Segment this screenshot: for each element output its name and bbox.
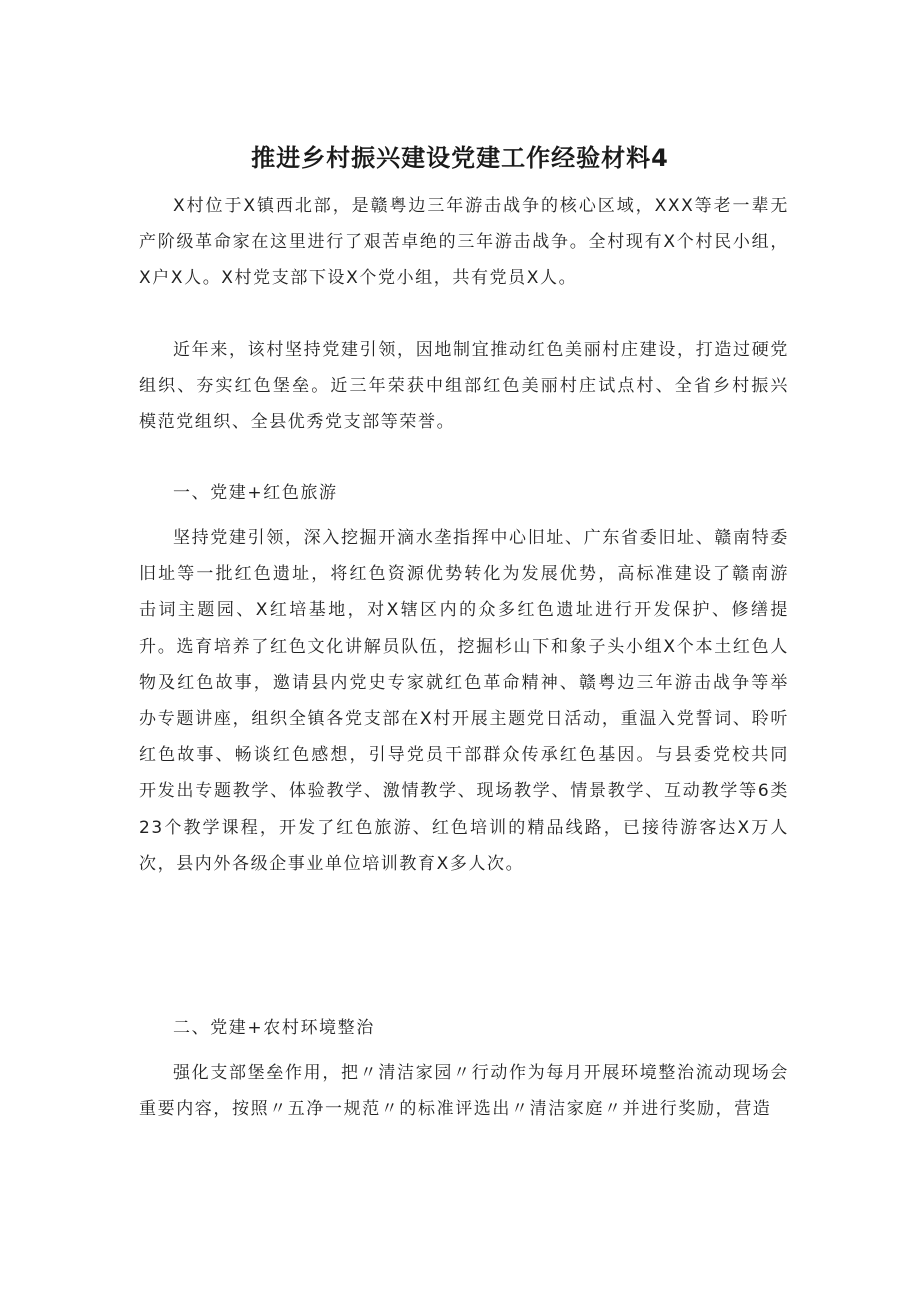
- paragraph-text: 强化支部堡垒作用，把〃清洁家园〃行动作为每月开展环境整治流动现场会重要内容，按照〃五净一规范〃的标准评选出〃清洁家庭〃并进行奖励，营造: [139, 1063, 789, 1120]
- section-heading-text: 一、党建+红色旅游: [173, 483, 338, 503]
- section-heading-1: [139, 475, 789, 511]
- section-heading-text: 二、党建+农村环境整治: [173, 1018, 375, 1038]
- section-2-paragraph: [139, 1055, 789, 1127]
- paragraph-text: 近年来，该村坚持党建引领，因地制宜推动红色美丽村庄建设，打造过硬党组织、夯实红色堡垒。近三年荣获中组部红色美丽村庄试点村、全省乡村振兴模范党组织、全县优秀党支部等荣誉。: [139, 340, 789, 433]
- intro-paragraph: [139, 188, 789, 297]
- paragraph-text: X村位于X镇西北部，是赣粤边三年游击战争的核心区域，XXX等老一辈无产阶级革命家在这里进行了艰苦卓绝的三年游击战争。全村现有X个村民小组，X户X人。X村党支部下设X个党小组，共有党员X人。: [139, 196, 789, 289]
- overview-paragraph: [139, 332, 789, 441]
- paragraph-text: 坚持党建引领，深入挖掘开滴水垄指挥中心旧址、广东省委旧址、赣南特委旧址等一批红色遗址，将红色资源优势转化为发展优势，高标准建设了赣南游击词主题园、X红培基地，对X辖区内的众多红色遗址进行开发保护、修缮提升。选育培养了红色文化讲解员队伍，挖掘杉山下和象子头小组X个本土红色人物及红色故事，邀请县内党史专家就红色革命精神、赣粤边三年游击战争等举办专题讲座，组织全镇各党支部在X村开展主题党日活动，重温入党誓词、聆听红色故事、畅谈红色感想，引导党员干部群众传承红色基因。与县委党校共同开发出专题教学、体验教学、激情教学、现场教学、情景教学、互动教学等6类23个教学课程，开发了红色旅游、红色培训的精品线路，已接待游客达X万人次，县内外各级企事业单位培训教育X多人次。: [139, 528, 789, 874]
- section-heading-2: [139, 1010, 789, 1046]
- section-1-paragraph: [139, 520, 789, 882]
- document-title: 推进乡村振兴建设党建工作经验材料4: [251, 144, 669, 172]
